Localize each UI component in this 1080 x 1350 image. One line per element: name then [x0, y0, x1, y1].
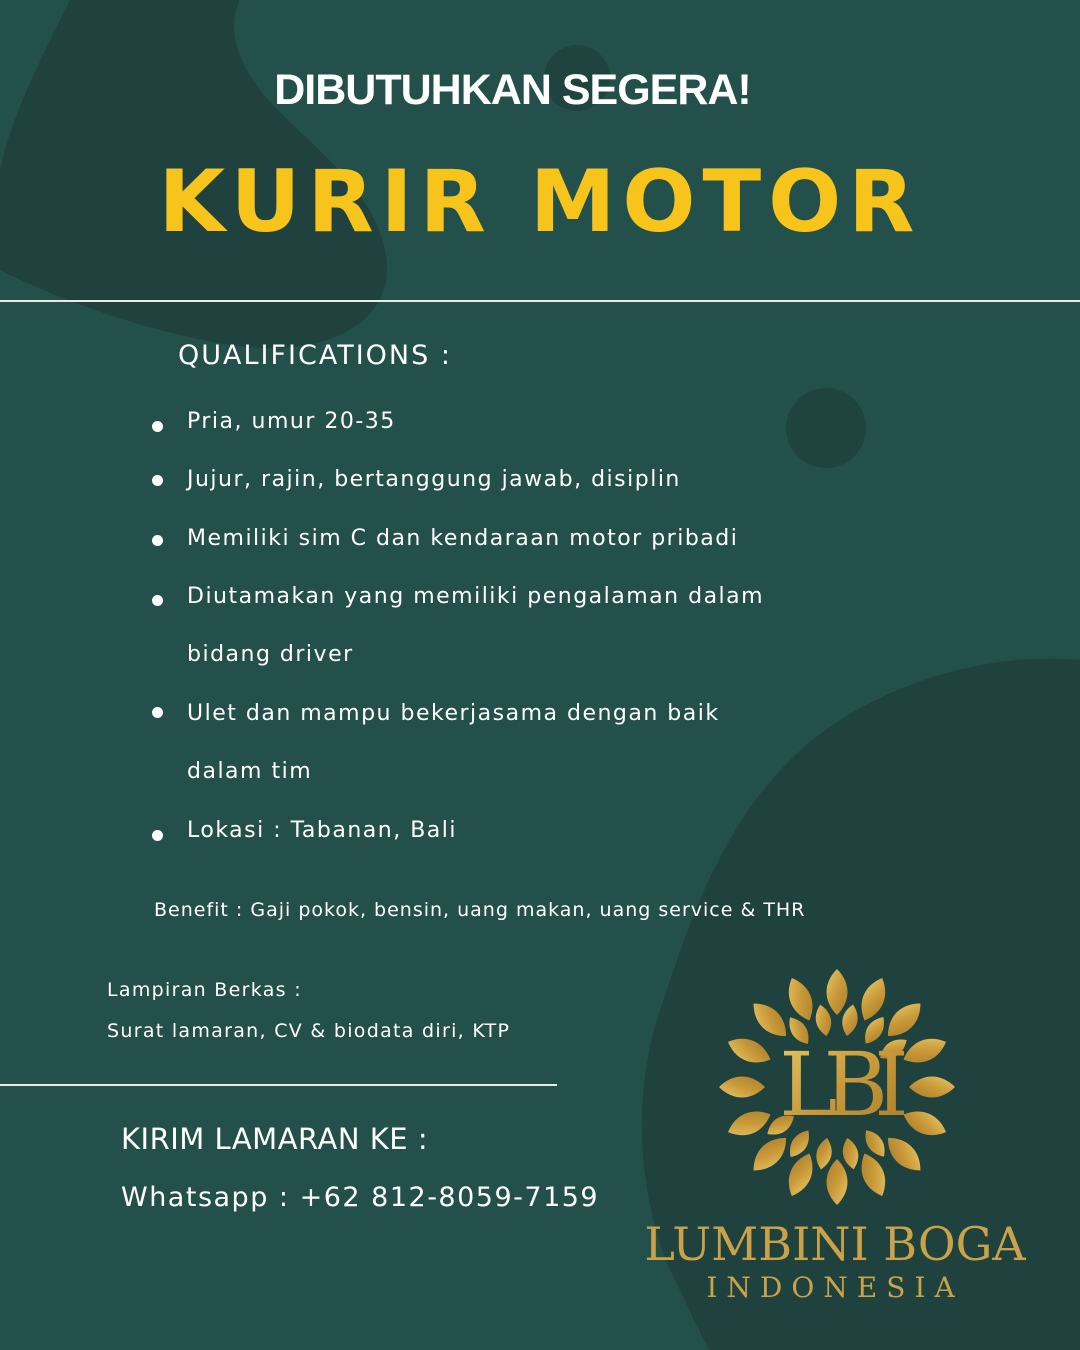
leaf-shape — [900, 1032, 951, 1069]
attachments-label: Lampiran Berkas : — [107, 979, 302, 1001]
qualification-text: Diutamakan yang memiliki pengalaman dalam bidang driver — [187, 584, 765, 667]
leaf-shape — [909, 1077, 955, 1098]
brand-subtitle: INDONESIA — [706, 1271, 964, 1304]
whatsapp-contact: Whatsapp : +62 812-8059-7159 — [121, 1182, 600, 1213]
leaf-shape — [827, 969, 848, 1015]
bullet-icon — [152, 707, 163, 718]
brand-name: LUMBINI BOGA — [644, 1217, 1026, 1271]
bullet-icon — [152, 475, 163, 486]
qualifications-heading: QUALIFICATIONS : — [178, 340, 452, 371]
leaf-shape — [782, 974, 819, 1025]
leaf-shape — [827, 1159, 848, 1205]
leaf-shape — [724, 1105, 775, 1142]
qualification-text: Memiliki sim C dan kendaraan motor pribadi — [187, 526, 739, 551]
qualification-text: Pria, umur 20-35 — [187, 409, 396, 434]
bullet-icon — [152, 535, 163, 546]
leaf-shape — [724, 1032, 775, 1069]
benefit-text: Benefit : Gaji pokok, bensin, uang makan, uang service & THR — [154, 899, 806, 921]
qualification-text: Lokasi : Tabanan, Bali — [187, 818, 458, 843]
attachments-value: Surat lamaran, CV & biodata diri, KTP — [107, 1020, 511, 1042]
leaf-shape-inner — [814, 1137, 835, 1171]
divider-top — [0, 300, 1080, 302]
leaf-shape — [719, 1077, 765, 1098]
leaf-shape-inner — [840, 1136, 861, 1170]
qualification-text: Jujur, rajin, bertanggung jawab, disiplin — [187, 467, 681, 492]
leaf-shape — [746, 1130, 793, 1177]
qualification-text: Ulet dan mampu bekerjasama dengan baik dalam tim — [187, 701, 720, 784]
headline: DIBUTUHKAN SEGERA! — [274, 66, 751, 114]
send-application-heading: KIRIM LAMARAN KE : — [121, 1122, 429, 1156]
bullet-icon — [152, 421, 163, 432]
leaf-shape — [855, 974, 892, 1025]
lotus-leaves-emblem-icon — [715, 965, 960, 1210]
job-title: KURIR MOTOR — [158, 152, 922, 252]
divider-bottom — [0, 1084, 557, 1086]
bullet-icon — [152, 830, 163, 841]
leaf-shape — [855, 1150, 892, 1201]
leaf-shape — [900, 1105, 951, 1142]
leaf-shape — [880, 1130, 927, 1177]
leaf-shape — [782, 1150, 819, 1201]
brand-monogram: LBI — [779, 1033, 895, 1136]
bullet-icon — [152, 595, 163, 606]
